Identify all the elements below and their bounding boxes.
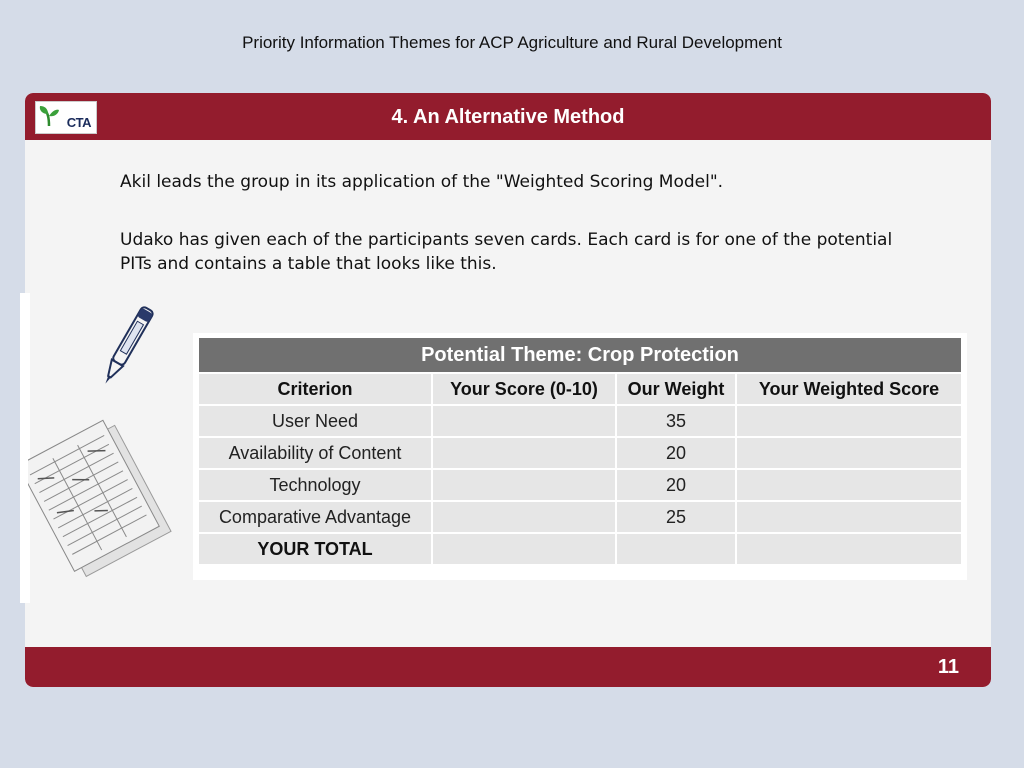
paragraph-cards: Udako has given each of the participants seven cards. Each card is for one of the potential PITs and contains a table that looks like this. [120, 230, 893, 274]
slide-title: 4. An Alternative Method [391, 106, 625, 128]
column-header-our-weight: Our Weight [617, 374, 735, 404]
criterion-cell: Technology [199, 470, 431, 500]
logo-text: CTA [66, 115, 91, 130]
table-row [199, 470, 961, 500]
total-weighted-score-cell [737, 534, 961, 564]
total-label-cell: YOUR TOTAL [199, 534, 431, 564]
table-row [199, 502, 961, 532]
paragraph-intro: Akil leads the group in its application of the "Weighted Scoring Model". [120, 172, 724, 192]
table-row [199, 406, 961, 436]
slide-footer-bar [25, 647, 991, 687]
pen-icon [90, 297, 162, 397]
total-score-cell [433, 534, 615, 564]
weighted-score-cell [737, 502, 961, 532]
criterion-cell: Availability of Content [199, 438, 431, 468]
table-header-row [199, 374, 961, 404]
criterion-cell: User Need [199, 406, 431, 436]
presentation-title: Priority Information Themes for ACP Agriculture and Rural Development [242, 33, 782, 52]
weight-cell: 25 [617, 502, 735, 532]
slide-header-bar [25, 93, 991, 140]
weighted-score-cell [737, 470, 961, 500]
scoring-table [193, 333, 967, 580]
table-row [199, 438, 961, 468]
weight-cell: 20 [617, 438, 735, 468]
weighted-score-cell [737, 406, 961, 436]
weighted-score-cell [737, 438, 961, 468]
page-number: 11 [937, 656, 959, 678]
score-cell [433, 406, 615, 436]
weight-cell: 20 [617, 470, 735, 500]
column-header-criterion: Criterion [199, 374, 431, 404]
total-weight-cell [617, 534, 735, 564]
table-total-row [199, 534, 961, 564]
column-header-your-score: Your Score (0-10) [433, 374, 615, 404]
criterion-cell: Comparative Advantage [199, 502, 431, 532]
score-cell [433, 438, 615, 468]
score-cell [433, 470, 615, 500]
table-title: Potential Theme: Crop Protection [199, 338, 961, 372]
column-header-weighted-score: Your Weighted Score [737, 374, 961, 404]
score-cell [433, 502, 615, 532]
weight-cell: 35 [617, 406, 735, 436]
score-cards-image [28, 405, 178, 585]
